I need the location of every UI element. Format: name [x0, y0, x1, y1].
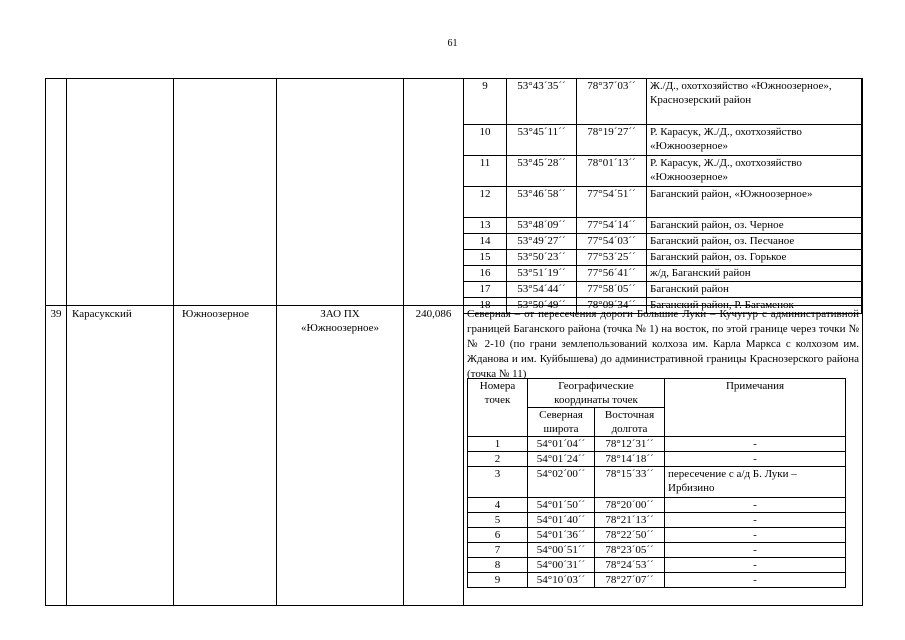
note-cell: пересечение с а/д Б. Луки – Ирбизино	[665, 467, 846, 498]
latitude-cell: 53°51´19´´	[507, 266, 577, 282]
point-number: 16	[464, 266, 507, 282]
area-value: 240,086	[415, 308, 452, 320]
point-number: 13	[464, 218, 507, 234]
page-number: 61	[447, 38, 458, 49]
table-row	[464, 79, 862, 125]
point-number: 9	[464, 79, 507, 125]
table-row	[464, 234, 862, 250]
latitude-cell: 53°50´23´´	[507, 250, 577, 266]
latitude-cell: 53°45´11´´	[507, 125, 577, 156]
latitude-cell: 54°01´40´´	[528, 513, 595, 528]
table-row	[464, 282, 862, 298]
note-cell: -	[665, 573, 846, 588]
table-row	[468, 467, 846, 498]
header-notes: Примечания	[665, 379, 846, 437]
note-cell: -	[665, 558, 846, 573]
latitude-cell: 54°01´04´´	[528, 437, 595, 452]
longitude-cell: 78°27´07´´	[595, 573, 665, 588]
points-table-continued	[463, 78, 862, 314]
table-row	[464, 125, 862, 156]
longitude-cell: 78°09´34´´	[577, 298, 647, 314]
header-latitude: Северная широта	[528, 408, 595, 437]
note-cell: -	[665, 452, 846, 467]
point-number: 1	[468, 437, 528, 452]
longitude-cell: 78°12´31´´	[595, 437, 665, 452]
note-cell: Р. Карасук, Ж./Д., охотхозяйство «Южноозерное»	[647, 125, 862, 156]
longitude-cell: 77°54´14´´	[577, 218, 647, 234]
latitude-cell: 54°01´24´´	[528, 452, 595, 467]
note-cell: Баганский район	[647, 282, 862, 298]
table-row	[468, 528, 846, 543]
latitude-cell: 54°01´36´´	[528, 528, 595, 543]
col-divider	[276, 79, 277, 605]
table-row	[468, 498, 846, 513]
latitude-cell: 53°48´09´´	[507, 218, 577, 234]
table-row	[464, 187, 862, 218]
latitude-cell: 53°49´27´´	[507, 234, 577, 250]
note-cell: Ж./Д., охотхозяйство «Южноозерное», Краснозерский район	[647, 79, 862, 125]
point-number: 10	[464, 125, 507, 156]
longitude-cell: 77°53´25´´	[577, 250, 647, 266]
latitude-cell: 53°54´44´´	[507, 282, 577, 298]
latitude-cell: 53°43´35´´	[507, 79, 577, 125]
area-name: Южноозерное	[182, 308, 250, 320]
note-cell: Баганский район, оз. Черное	[647, 218, 862, 234]
note-cell: -	[665, 498, 846, 513]
longitude-cell: 78°24´53´´	[595, 558, 665, 573]
note-cell: ж/д, Баганский район	[647, 266, 862, 282]
table-row	[464, 218, 862, 234]
longitude-cell: 77°54´03´´	[577, 234, 647, 250]
point-number: 9	[468, 573, 528, 588]
header-longitude: Восточная долгота	[595, 408, 665, 437]
points-table	[467, 378, 846, 588]
main-table	[45, 78, 863, 606]
col-divider	[173, 79, 174, 605]
latitude-cell: 54°10´03´´	[528, 573, 595, 588]
table-row	[464, 250, 862, 266]
point-number: 4	[468, 498, 528, 513]
note-cell: Баганский район, Р. Багаменок	[647, 298, 862, 314]
longitude-cell: 78°22´50´´	[595, 528, 665, 543]
table-row	[468, 543, 846, 558]
point-number: 14	[464, 234, 507, 250]
latitude-cell: 54°02´00´´	[528, 467, 595, 498]
table-row	[468, 513, 846, 528]
point-number: 5	[468, 513, 528, 528]
latitude-cell: 53°50´49´´	[507, 298, 577, 314]
latitude-cell: 54°00´51´´	[528, 543, 595, 558]
longitude-cell: 78°15´33´´	[595, 467, 665, 498]
table-row	[468, 437, 846, 452]
point-number: 7	[468, 543, 528, 558]
point-number: 15	[464, 250, 507, 266]
latitude-cell: 53°45´28´´	[507, 156, 577, 187]
note-cell: Баганский район, «Южноозерное»	[647, 187, 862, 218]
longitude-cell: 77°56´41´´	[577, 266, 647, 282]
longitude-cell: 78°23´05´´	[595, 543, 665, 558]
table-row	[468, 558, 846, 573]
note-cell: -	[665, 528, 846, 543]
longitude-cell: 78°37´03´´	[577, 79, 647, 125]
header-points: Номера точек	[468, 379, 528, 437]
point-number: 3	[468, 467, 528, 498]
col-divider	[66, 79, 67, 605]
longitude-cell: 78°19´27´´	[577, 125, 647, 156]
note-cell: Баганский район, оз. Песчаное	[647, 234, 862, 250]
table-row	[464, 266, 862, 282]
boundary-description: Северная – от пересечения дороги Большие Луки – Кучугур с административной границей Баганского района (точка № 1) на восток, по этой границе через точки №№ 2-10 (по грани землепользований колхоза им. Карла Маркса с колхозом им. Жданова и им. Куйбышева) до административной границы Краснозерского района (точка № 11)	[467, 308, 859, 380]
note-cell: -	[665, 513, 846, 528]
district-name: Карасукский	[72, 308, 132, 320]
table-row	[464, 156, 862, 187]
note-cell: -	[665, 437, 846, 452]
longitude-cell: 77°58´05´´	[577, 282, 647, 298]
longitude-cell: 78°21´13´´	[595, 513, 665, 528]
longitude-cell: 78°14´18´´	[595, 452, 665, 467]
col-divider	[403, 79, 404, 605]
note-cell: Баганский район, оз. Горькое	[647, 250, 862, 266]
note-cell: -	[665, 543, 846, 558]
point-number: 18	[464, 298, 507, 314]
table-row	[468, 452, 846, 467]
header-coordinates: Географические координаты точек	[528, 379, 665, 408]
point-number: 17	[464, 282, 507, 298]
latitude-cell: 54°01´50´´	[528, 498, 595, 513]
point-number: 2	[468, 452, 528, 467]
table-row	[468, 573, 846, 588]
note-cell: Р. Карасук, Ж./Д., охотхозяйство «Южноозерное»	[647, 156, 862, 187]
point-number: 6	[468, 528, 528, 543]
longitude-cell: 78°20´00´´	[595, 498, 665, 513]
point-number: 11	[464, 156, 507, 187]
point-number: 8	[468, 558, 528, 573]
latitude-cell: 54°00´31´´	[528, 558, 595, 573]
land-user: ЗАО ПХ «Южноозерное»	[300, 308, 380, 334]
latitude-cell: 53°46´58´´	[507, 187, 577, 218]
record-number: 39	[50, 308, 62, 320]
point-number: 12	[464, 187, 507, 218]
longitude-cell: 78°01´13´´	[577, 156, 647, 187]
longitude-cell: 77°54´51´´	[577, 187, 647, 218]
